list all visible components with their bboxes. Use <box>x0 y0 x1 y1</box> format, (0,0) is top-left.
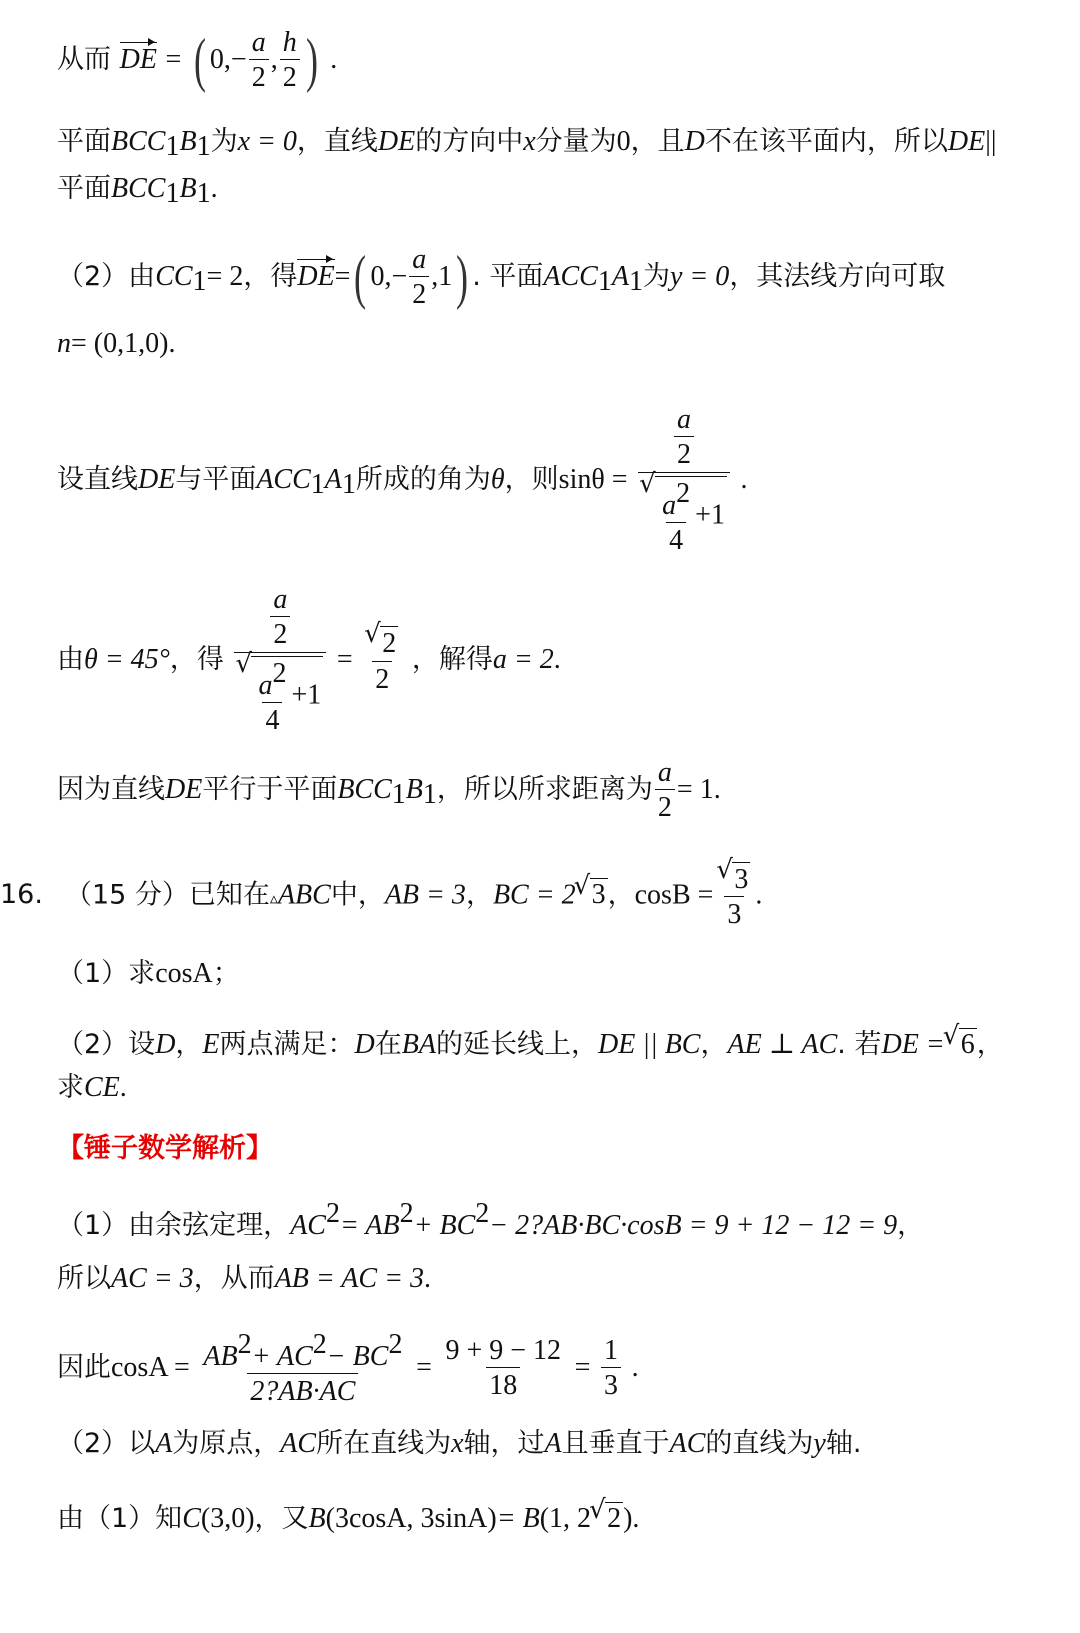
left-paren: ( <box>193 27 206 94</box>
sqrt-a2-4-plus-1: √ $\frac{a^2}{4}$ +1 <box>655 476 727 556</box>
theta-45-fraction: $\frac{a}{2}$ √ $\frac{a^2}{4}$ +1 <box>234 585 326 736</box>
vector-de: DE <box>119 43 157 75</box>
solution-step-3: 因此cosA = $\frac{AB^2+ AC^2- BC^2}{2?AB\cdot AC}$ = $\frac{9 + 9 - 12}{18}$ = $\frac{1}{3}$ . <box>57 1329 639 1408</box>
vector-de-2: DE <box>297 260 335 292</box>
line-normal-vector: n= (0,1,0). <box>57 328 176 359</box>
line-plane-bcc1b1-cont: 平面$BCC_1B_1$. <box>57 173 218 209</box>
solution-heading: 【锤子数学解析】 <box>57 1133 273 1164</box>
solution-step-5: 由（1）知C(3,0)，又B(3cosA, 3sinA)= B(1, 2√ 2). <box>57 1502 639 1533</box>
line-part2-de: （2）由$CC_1= 2$，得DE=( 0,− $\frac{a}{2}$ ,1) . 平面$ACC_1A_1$为y = 0，其法线方向可取 <box>57 244 946 311</box>
cosine-fraction: $\frac{AB^2+ AC^2- BC^2}{2?AB\cdot AC}$ <box>203 1329 403 1408</box>
sin-theta-fraction: $\frac{a}{2}$ √ $\frac{a^2}{4}$ +1 <box>638 405 730 556</box>
question-16-part2-cont: 求CE. <box>57 1072 127 1103</box>
right-paren: ) <box>305 27 318 94</box>
sqrt2-over-2: √ $\frac{2}{2}$ <box>363 626 401 694</box>
question-16-part1: （1）求cosA； <box>57 958 240 989</box>
line-theta-45: 由θ = 45°，得 $\frac{a}{2}$ √ $\frac{a^2}{4}$ +1 = √ $\frac{2}{2}$ ，解得a = 2. <box>57 585 561 736</box>
solution-step-2: 所以AC = 3，从而AB = AC = 3. <box>57 1263 431 1294</box>
line-distance: 因为直线DE平行于平面$BCC_1B_1$，所以所求距离为 $\frac{a}{2}$ = 1. <box>57 757 721 824</box>
question-16-part2: （2）设D，E两点满足：D在BA的延长线上，DE || BC，AE ⊥ AC. 若DE =√ 6， <box>57 1028 1004 1059</box>
solution-step-4: （2）以A为原点，AC所在直线为x轴，过A且垂直于AC的直线为y轴. <box>57 1428 862 1459</box>
question-number: 16. <box>0 879 43 911</box>
line-de-vector: 从而 DE = ( 0,− $\frac{a}{2}$ , $\frac{h}{2}$ ) . <box>57 27 338 94</box>
fraction-a-2b: $\frac{a}{2}$ <box>409 245 429 310</box>
solution-step-1: （1）由余弦定理，$AC^2= AB^2+ BC^2-$ 2?AB·BC·cosB = 9 + 12 − 12 = 9， <box>57 1198 925 1241</box>
line-plane-bcc1b1: 平面$BCC_1B_1$为x = 0，直线DE的方向中x分量为0，且D不在该平面内，所以DE|| <box>57 126 997 162</box>
fraction-a-2: $\frac{a}{2}$ <box>249 28 269 93</box>
line-sin-theta: 设直线DE与平面$ACC_1A_1$所成的角为θ，则sinθ = $\frac{a}{2}$ √ $\frac{a^2}{4}$ +1 . <box>57 405 748 556</box>
question-16: 16. （15 分）已知在▵ABC中，AB = 3，BC = 2√ 3，cosB = √ $\frac{3}{3}$ . <box>0 862 762 930</box>
fraction-h-2: $\frac{h}{2}$ <box>280 28 300 93</box>
